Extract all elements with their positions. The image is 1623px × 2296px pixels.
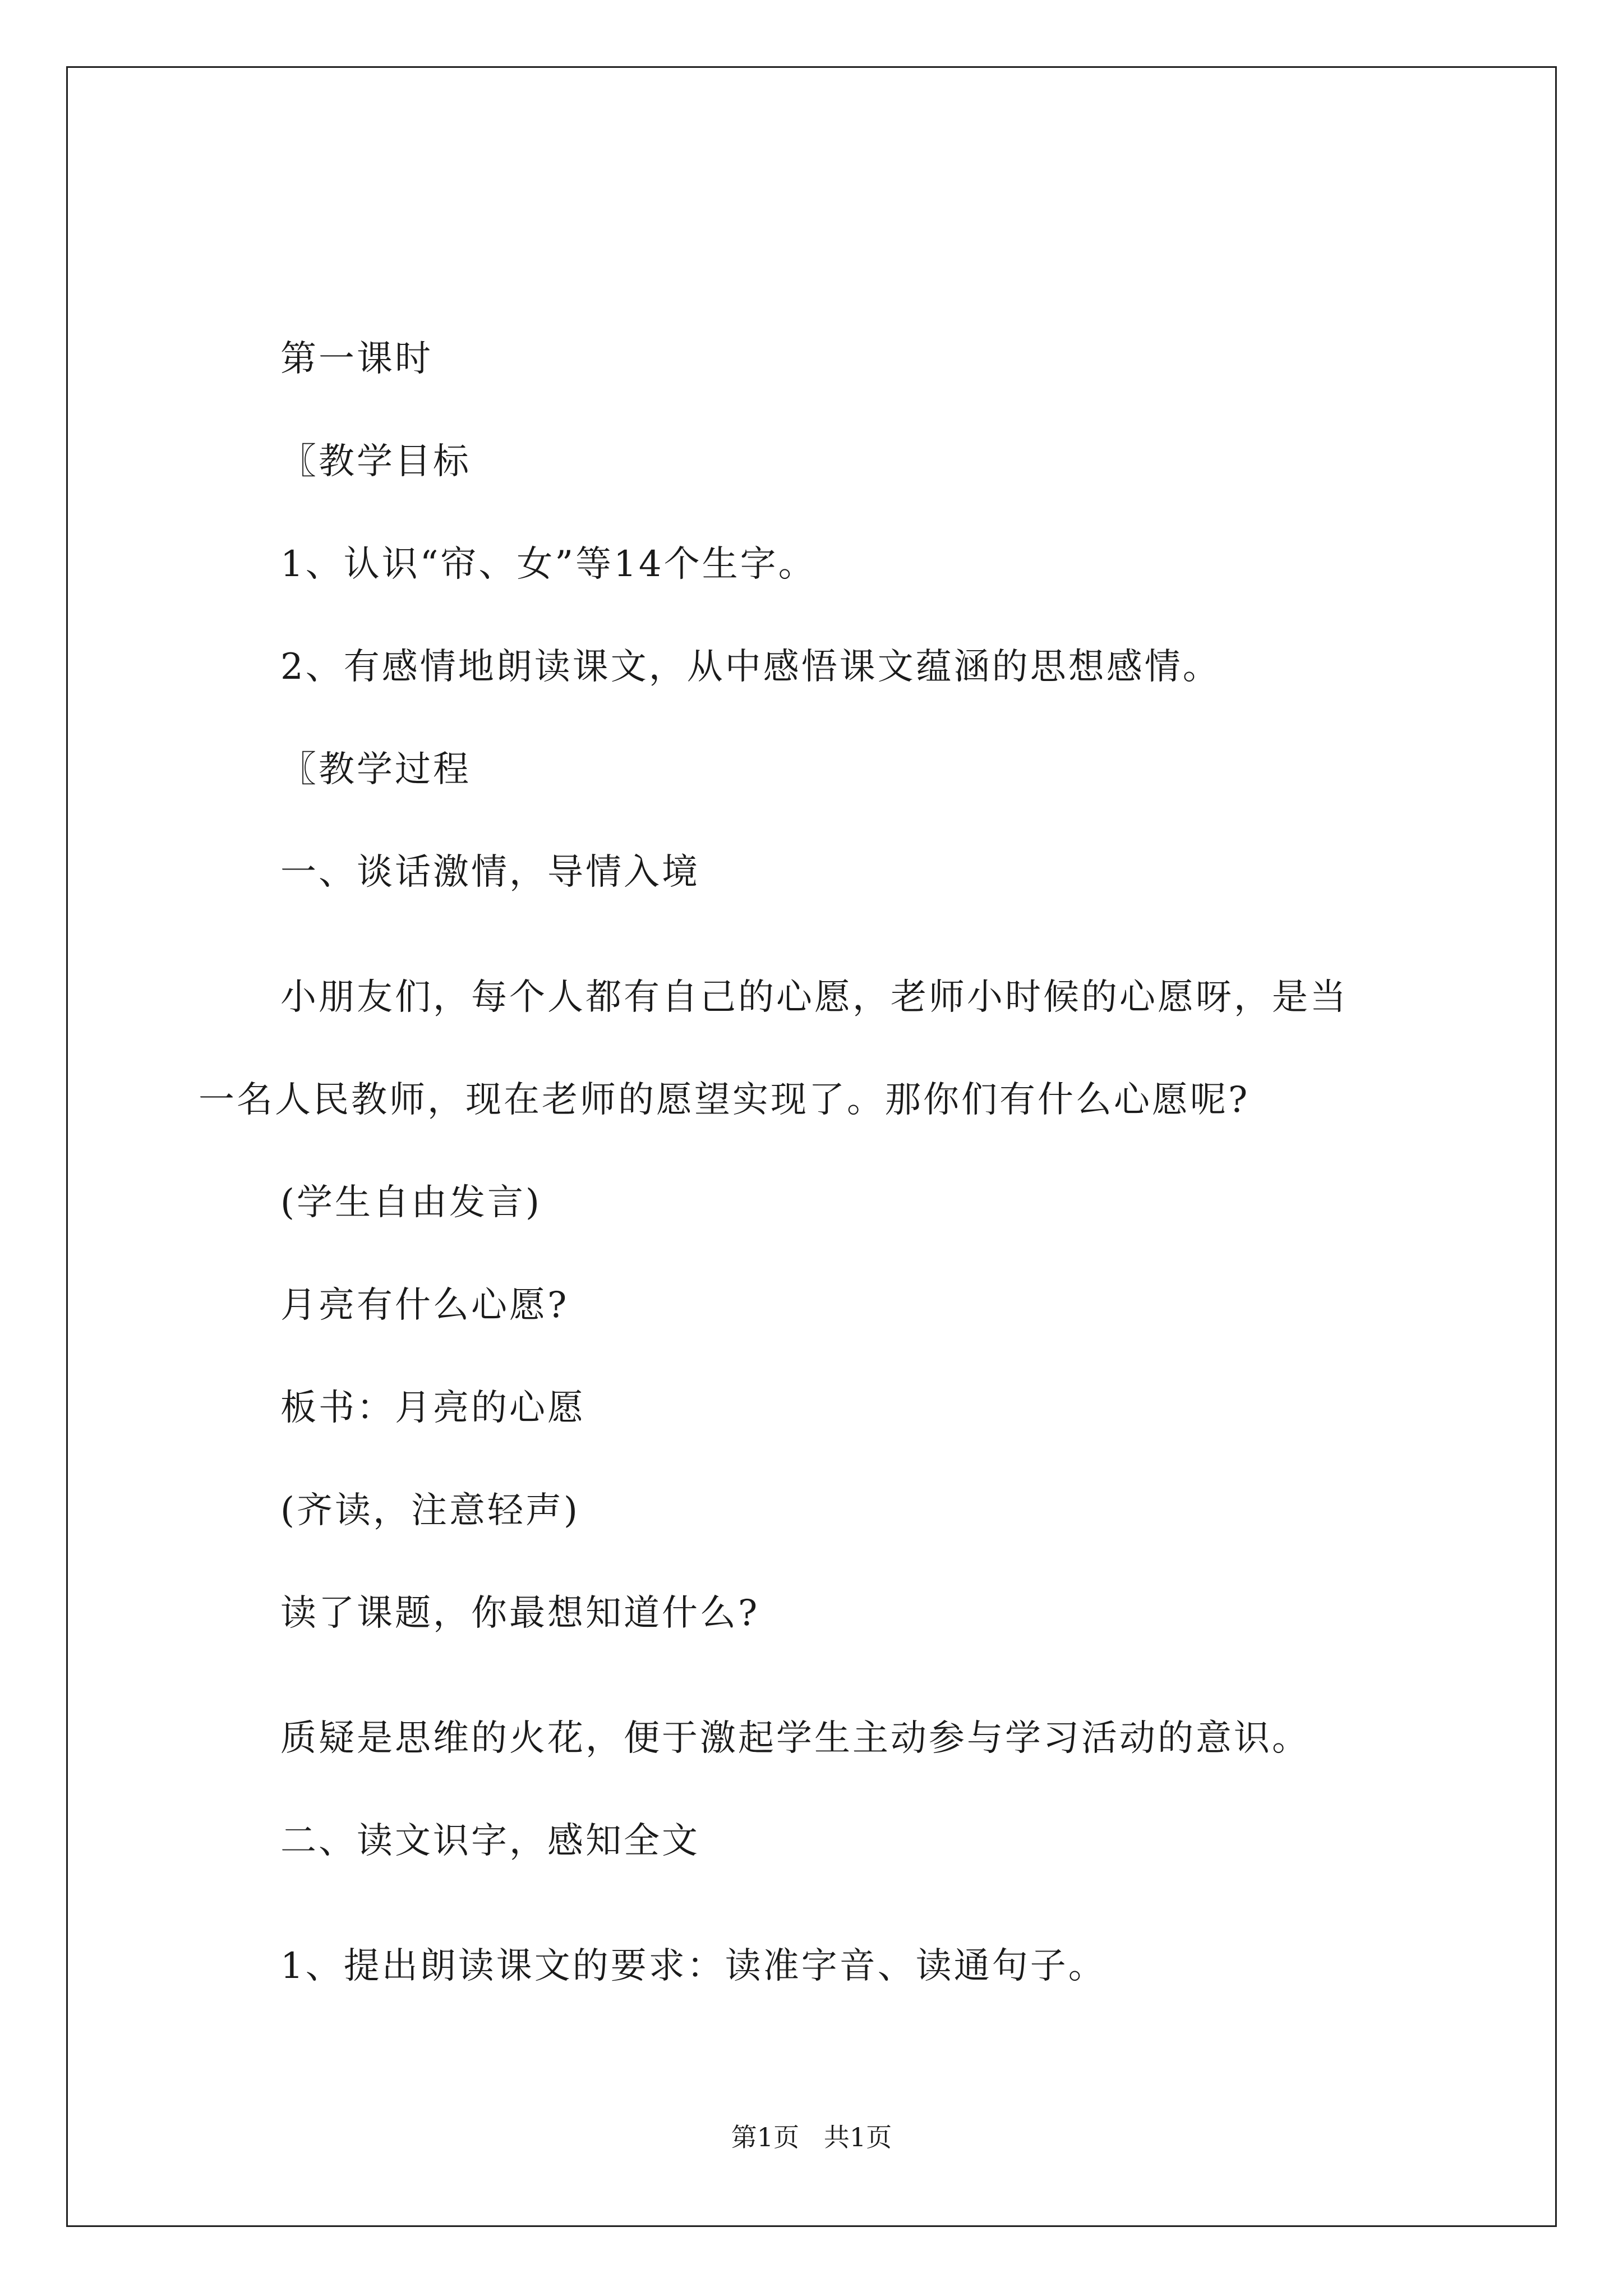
section-heading-1: 一、谈话激情，导情入境 [280, 852, 700, 893]
questioning-note: 质疑是思维的火花，便于激起学生主动参与学习活动的意识。 [280, 1718, 1310, 1759]
body-paragraph-line-2: 一名人民教师，现在老师的愿望实现了。那你们有什么心愿呢? [199, 1079, 1250, 1121]
body-paragraph-line-1: 小朋友们，每个人都有自己的心愿，老师小时候的心愿呀，是当 [280, 977, 1348, 1018]
question-title: 读了课题，你最想知道什么? [280, 1593, 760, 1634]
question-moon-wish: 月亮有什么心愿? [280, 1285, 569, 1326]
teaching-process-heading: 〖教学过程 [280, 749, 471, 790]
lesson-period-heading: 第一课时 [280, 338, 433, 380]
student-speech-note: (学生自由发言) [280, 1182, 542, 1223]
section-heading-2: 二、读文识字，感知全文 [280, 1820, 700, 1862]
blackboard-note: 板书：月亮的心愿 [280, 1387, 585, 1429]
page-footer: 第1页 共1页 [731, 2122, 892, 2152]
reading-requirement: 1、提出朗读课文的要求：读准字音、读通句子。 [280, 1945, 1106, 1987]
goal-item-2: 2、有感情地朗读课文，从中感悟课文蕴涵的思想感情。 [280, 646, 1221, 688]
reading-note: (齐读，注意轻声) [280, 1490, 580, 1531]
teaching-goals-heading: 〖教学目标 [280, 441, 471, 482]
page-border [66, 66, 1557, 2227]
goal-item-1: 1、认识“帘、女”等14个生字。 [280, 544, 817, 585]
